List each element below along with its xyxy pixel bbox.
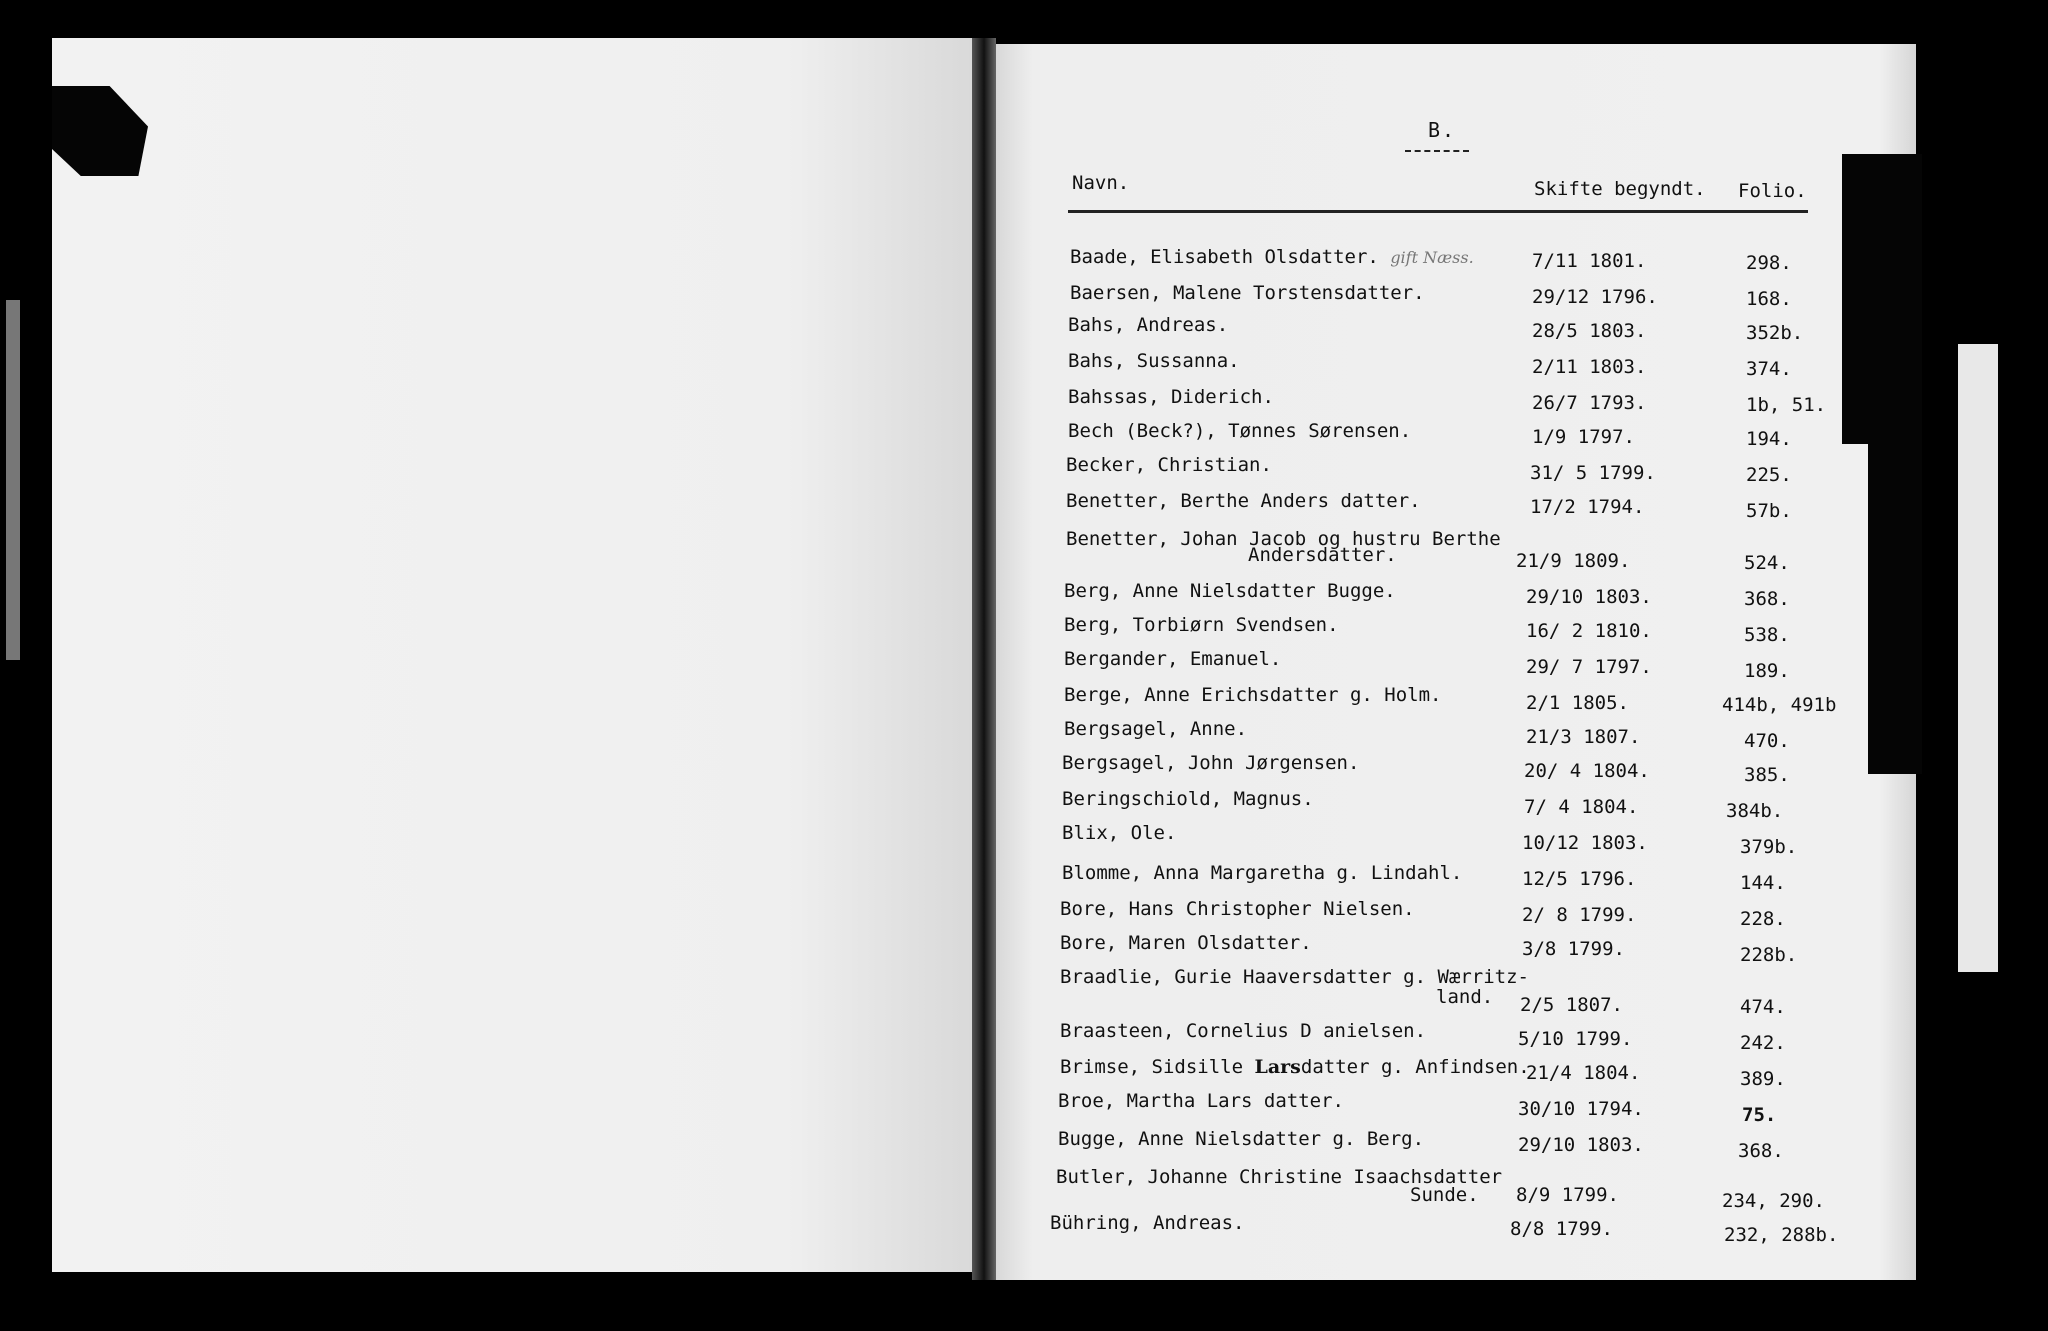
- entry-folio: 225.: [1746, 464, 1792, 486]
- entry-name: Becker, Christian.: [1066, 454, 1272, 476]
- entry-name: Baade, Elisabeth Olsdatter. gift Næss.: [1070, 246, 1474, 268]
- entry-date: 2/1 1805.: [1526, 692, 1629, 714]
- entry-folio: 228b.: [1740, 944, 1798, 966]
- entry-folio: 368.: [1738, 1140, 1784, 1162]
- entry-date: 1/9 1797.: [1532, 426, 1635, 448]
- entry-folio: 384b.: [1726, 800, 1784, 822]
- entry-name: Bergsagel, John Jørgensen.: [1062, 752, 1360, 774]
- entry-name: Bech (Beck?), Tønnes Sørensen.: [1068, 420, 1412, 442]
- entry-folio: 194.: [1746, 428, 1792, 450]
- entry-name-continued: land.: [1436, 986, 1494, 1008]
- entry-date: 28/5 1803.: [1532, 320, 1647, 342]
- entry-name: Bahssas, Diderich.: [1068, 386, 1274, 408]
- entry-name: Broe, Martha Lars datter.: [1058, 1090, 1344, 1112]
- entry-name: Braasteen, Cornelius D anielsen.: [1060, 1020, 1427, 1042]
- handwritten-insertion: Lars: [1254, 1056, 1301, 1078]
- entry-folio: 168.: [1746, 288, 1792, 310]
- entry-folio: 352b.: [1746, 322, 1804, 344]
- entry-date: 21/9 1809.: [1516, 550, 1631, 572]
- entry-date: 2/5 1807.: [1520, 994, 1623, 1016]
- entry-folio: 144.: [1740, 872, 1786, 894]
- entry-folio: 414b, 491b: [1722, 694, 1837, 716]
- entry-name: Braadlie, Gurie Haaversdatter g. Wærritz-: [1060, 966, 1529, 988]
- entry-folio: 374.: [1746, 358, 1792, 380]
- entry-folio: 232, 288b.: [1724, 1224, 1839, 1246]
- entry-date: 5/10 1799.: [1518, 1028, 1633, 1050]
- entry-name: Bergsagel, Anne.: [1064, 718, 1248, 740]
- entry-date: 21/4 1804.: [1526, 1062, 1641, 1084]
- entry-folio: 298.: [1746, 252, 1792, 274]
- entry-folio: 75.: [1742, 1104, 1777, 1126]
- entry-folio: 474.: [1740, 996, 1786, 1018]
- entry-date: 29/ 7 1797.: [1526, 656, 1652, 678]
- entry-date: 29/10 1803.: [1526, 586, 1652, 608]
- entry-name: Berg, Torbiørn Svendsen.: [1064, 614, 1339, 636]
- entry-folio: 242.: [1740, 1032, 1786, 1054]
- handwritten-note: gift Næss.: [1390, 248, 1474, 267]
- entry-date: 29/12 1796.: [1532, 286, 1658, 308]
- entry-name: Bahs, Sussanna.: [1068, 350, 1240, 372]
- entry-name: Bore, Maren Olsdatter.: [1060, 932, 1312, 954]
- entry-name: Bergander, Emanuel.: [1064, 648, 1282, 670]
- entry-folio: 57b.: [1746, 500, 1792, 522]
- column-header-name: Navn.: [1072, 172, 1130, 194]
- entry-date: 8/8 1799.: [1510, 1218, 1613, 1240]
- column-header-folio: Folio.: [1738, 180, 1807, 202]
- entry-date: 29/10 1803.: [1518, 1134, 1644, 1156]
- entry-date: 20/ 4 1804.: [1524, 760, 1650, 782]
- column-header-date: Skifte begyndt.: [1534, 178, 1706, 200]
- entry-name: Blomme, Anna Margaretha g. Lindahl.: [1062, 862, 1463, 884]
- entry-name: Bore, Hans Christopher Nielsen.: [1060, 898, 1415, 920]
- entry-date: 21/3 1807.: [1526, 726, 1641, 748]
- entry-name: Brimse, Sidsille Larsdatter g. Anfindsen.: [1060, 1056, 1530, 1078]
- entry-date: 2/11 1803.: [1532, 356, 1647, 378]
- entry-date: 26/7 1793.: [1532, 392, 1647, 414]
- entry-date: 7/ 4 1804.: [1524, 796, 1639, 818]
- entry-name: Bahs, Andreas.: [1068, 314, 1229, 336]
- entry-date: 12/5 1796.: [1522, 868, 1637, 890]
- entry-date: 16/ 2 1810.: [1526, 620, 1652, 642]
- entry-name-continued: Sunde.: [1410, 1184, 1479, 1206]
- entry-folio: 228.: [1740, 908, 1786, 930]
- entry-date: 7/11 1801.: [1532, 250, 1647, 272]
- entry-date: 2/ 8 1799.: [1522, 904, 1637, 926]
- entry-name: Berge, Anne Erichsdatter g. Holm.: [1064, 684, 1442, 706]
- entry-folio: 234, 290.: [1722, 1190, 1825, 1212]
- entry-name-continued: Andersdatter.: [1248, 544, 1397, 566]
- entry-date: 17/2 1794.: [1530, 496, 1645, 518]
- entry-folio: 470.: [1744, 730, 1790, 752]
- entry-date: 8/9 1799.: [1516, 1184, 1619, 1206]
- entry-name: Bühring, Andreas.: [1050, 1212, 1245, 1234]
- entry-folio: 524.: [1744, 552, 1790, 574]
- entry-folio: 379b.: [1740, 836, 1798, 858]
- entry-date: 10/12 1803.: [1522, 832, 1648, 854]
- entry-name: Bugge, Anne Nielsdatter g. Berg.: [1058, 1128, 1425, 1150]
- entry-name: Butler, Johanne Christine Isaachsdatter: [1056, 1166, 1503, 1188]
- entry-name: Benetter, Berthe Anders datter.: [1066, 490, 1421, 512]
- entry-date: 3/8 1799.: [1522, 938, 1625, 960]
- entry-date: 31/ 5 1799.: [1530, 462, 1656, 484]
- entry-folio: 1b, 51.: [1746, 394, 1827, 416]
- entry-folio: 385.: [1744, 764, 1790, 786]
- entry-folio: 189.: [1744, 660, 1790, 682]
- entry-name: Blix, Ole.: [1062, 822, 1177, 844]
- entry-name: Beringschiold, Magnus.: [1062, 788, 1314, 810]
- entry-date: 30/10 1794.: [1518, 1098, 1644, 1120]
- entry-name: Benetter, Johan Jacob og hustru Berthe: [1066, 528, 1501, 550]
- entry-folio: 389.: [1740, 1068, 1786, 1090]
- entry-folio: 368.: [1744, 588, 1790, 610]
- entry-name: Baersen, Malene Torstensdatter.: [1070, 282, 1425, 304]
- entry-name: Berg, Anne Nielsdatter Bugge.: [1064, 580, 1396, 602]
- section-letter: B.: [1428, 118, 1457, 142]
- entry-folio: 538.: [1744, 624, 1790, 646]
